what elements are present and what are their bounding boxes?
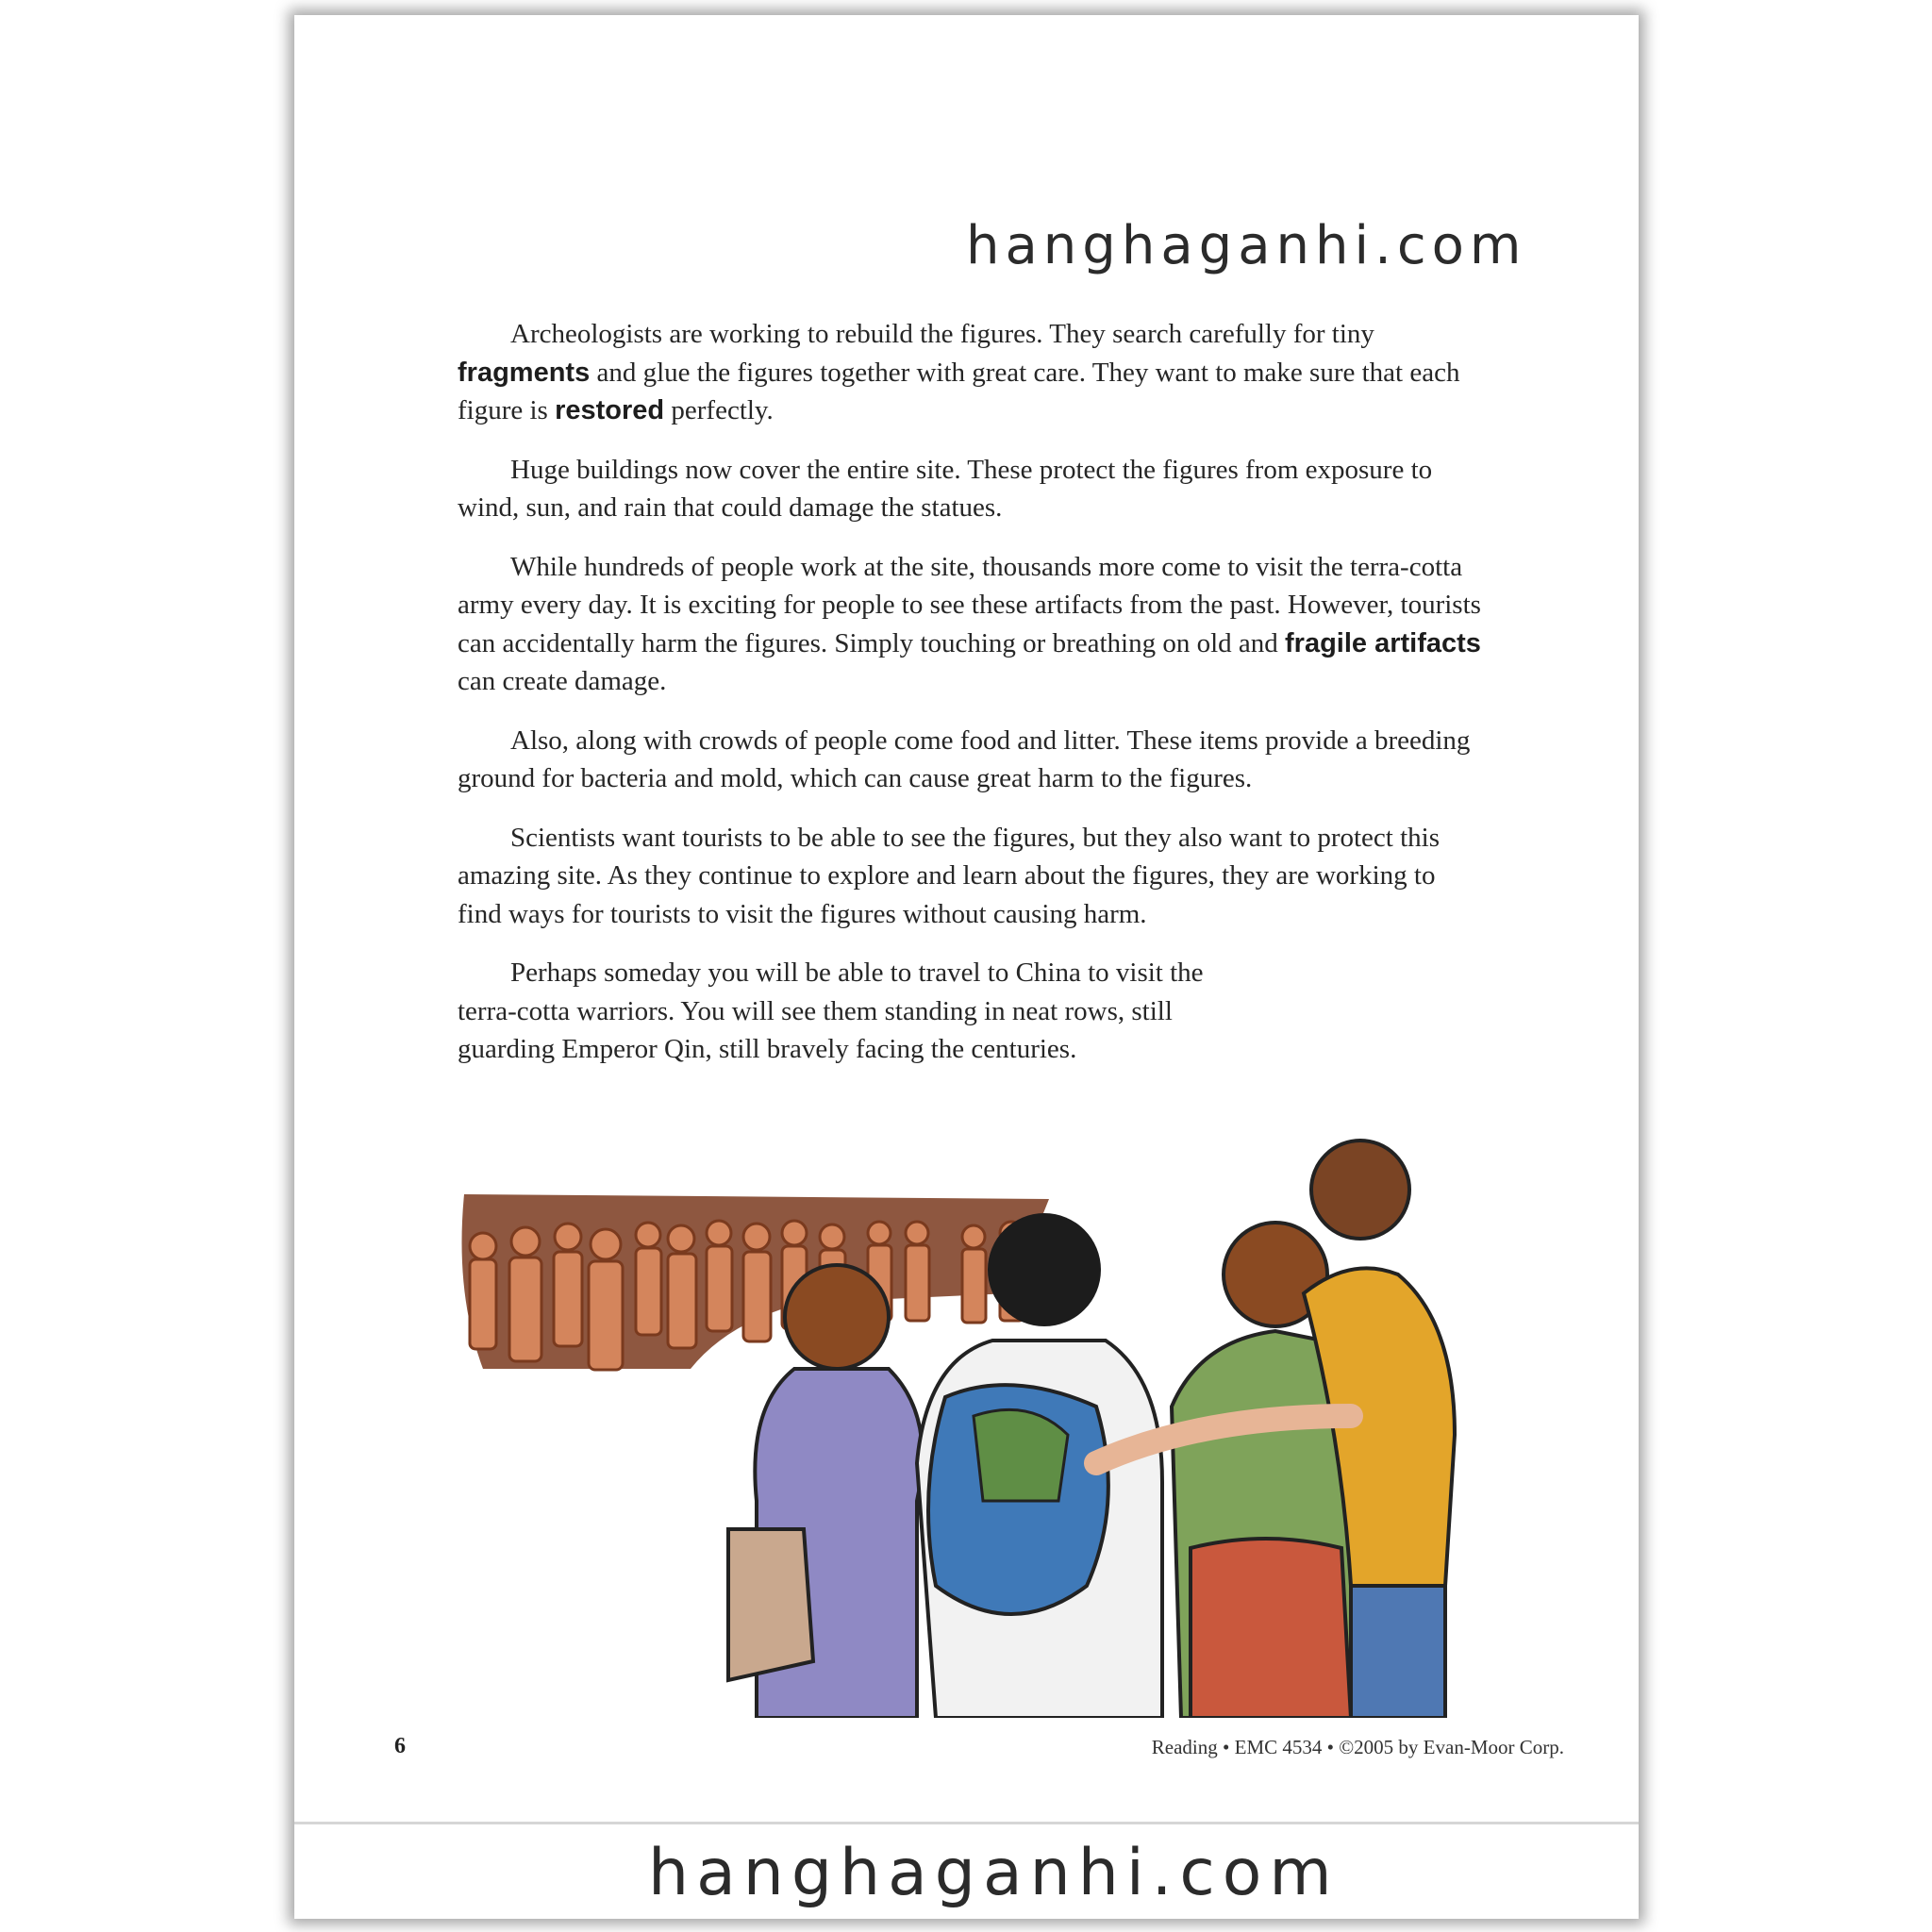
paragraph-3: While hundreds of people work at the site, thousands more come to visit the terra-cotta army every day. It is exciting for people to see these artifacts from the past. However, tourists can accidentally harm the figures. Simply touching or breathing on old and fragile artifacts can create damage. — [458, 551, 1481, 696]
watermark-top: hanghaganhi.com — [966, 215, 1527, 276]
paragraph-1: Archeologists are working to rebuild the figures. They search carefully for tiny fragments and glue the figures together with great care. They want to make sure that each figure is restored perfectly. — [458, 319, 1460, 425]
paragraph-5: Scientists want tourists to be able to see the figures, but they also want to protect this amazing site. As they continue to explore and learn about the figures, they are working to find ways for tourists to visit the figures without causing harm. — [458, 822, 1441, 929]
vocab-word-restored: restored — [555, 395, 665, 425]
publisher-credit: Reading • EMC 4534 • ©2005 by Evan-Moor Corp. — [1151, 1736, 1564, 1758]
tote-bag — [728, 1529, 813, 1680]
watermark-bottom: hanghaganhi.com — [648, 1836, 1340, 1910]
page-divider — [294, 1822, 1639, 1824]
book-page — [294, 15, 1639, 1919]
body-text — [458, 315, 1486, 1090]
tourist-head-4 — [1311, 1141, 1409, 1239]
tourist-head-1 — [785, 1265, 889, 1369]
page-number: 6 — [394, 1734, 406, 1758]
tourist-head-2 — [988, 1213, 1101, 1326]
paragraph-4: Also, along with crowds of people come food and litter. These items provide a breeding ground for bacteria and mold, which can cause great harm to the figures. — [458, 724, 1471, 793]
paragraph-2: Huge buildings now cover the entire site. These protect the figures from exposure to wind, sun, and rain that could damage the statues. — [458, 454, 1433, 523]
jeans — [1351, 1586, 1445, 1718]
vocab-word-fragile-artifacts: fragile artifacts — [1285, 627, 1481, 658]
backpack-pocket — [974, 1409, 1068, 1501]
red-pants — [1191, 1539, 1351, 1718]
terracotta-tourists-illustration — [445, 1058, 1492, 1718]
vocab-word-fragments: fragments — [458, 357, 591, 388]
paragraph-6: Perhaps someday you will be able to travel to China to visit the terra-cotta warriors. You will see them standing in neat rows, still guarding Emperor Qin, still bravely facing the centuries. — [458, 958, 1204, 1064]
